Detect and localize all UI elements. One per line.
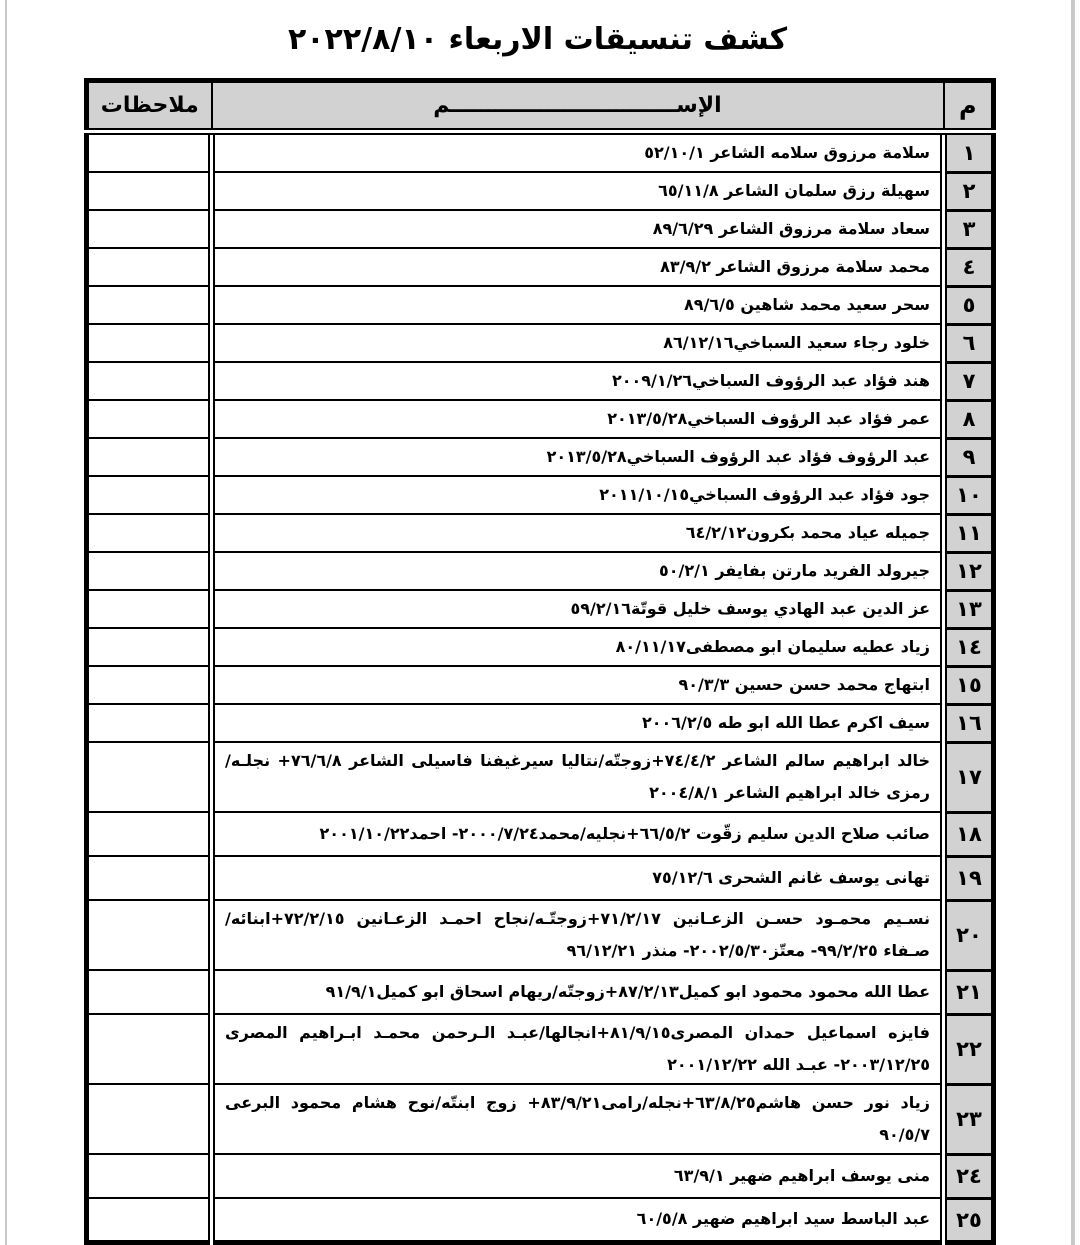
person-name-cell: عز الدين عبد الهادي يوسف خليل قوتّة٥٩/٢/١٦ (212, 590, 944, 628)
table-row (87, 1198, 994, 1242)
table-row (87, 856, 994, 900)
notes-cell (87, 400, 212, 438)
table-row (87, 1084, 994, 1154)
person-name-cell: عبد الباسط سيد ابراهيم ضهير ٦٠/٥/٨ (212, 1198, 944, 1242)
notes-cell (87, 476, 212, 514)
row-number-cell: ٢٠ (944, 900, 994, 970)
table-row (87, 704, 994, 742)
header-name-column: الإســــــــــــــــــــــــــــــم (212, 81, 944, 132)
row-number-cell: ١٣ (944, 590, 994, 628)
table-row (87, 666, 994, 704)
row-number-cell: ٧ (944, 362, 994, 400)
row-number-cell: ١٦ (944, 704, 994, 742)
table-row (87, 400, 994, 438)
notes-cell (87, 900, 212, 970)
table-row (87, 172, 994, 210)
person-name-cell: خلود رجاء سعيد السباخي٨٦/١٢/١٦ (212, 324, 944, 362)
person-name-cell: عمر فؤاد عبد الرؤوف السباخي٢٠١٣/٥/٢٨ (212, 400, 944, 438)
row-number-cell: ٦ (944, 324, 994, 362)
notes-cell (87, 552, 212, 590)
table-row (87, 742, 994, 812)
notes-cell (87, 970, 212, 1014)
person-name-cell: سعاد سلامة مرزوق الشاعر ٨٩/٦/٢٩ (212, 210, 944, 248)
notes-cell (87, 1014, 212, 1084)
header-number-column: م (944, 81, 994, 132)
notes-cell (87, 362, 212, 400)
row-number-cell: ٢٢ (944, 1014, 994, 1084)
person-name-cell: جيرولد الفريد مارتن بفايفر ٥٠/٢/١ (212, 552, 944, 590)
table-row (87, 132, 994, 173)
person-name-cell: سلامة مرزوق سلامه الشاعر ٥٢/١٠/١ (212, 132, 944, 173)
page-title: كشف تنسيقات الاربعاء ٢٠٢٢/٨/١٠ (287, 22, 788, 57)
notes-cell (87, 132, 212, 173)
row-number-cell: ٢٣ (944, 1084, 994, 1154)
person-name-cell: ابتهاج محمد حسن حسين ٩٠/٣/٣ (212, 666, 944, 704)
row-number-cell: ١٤ (944, 628, 994, 666)
notes-cell (87, 248, 212, 286)
person-name-cell: هند فؤاد عبد الرؤوف السباخي٢٠٠٩/١/٢٦ (212, 362, 944, 400)
person-name-cell: جميله عياد محمد بكرون٦٤/٢/١٢ (212, 514, 944, 552)
page-edge-right-line (1071, 0, 1075, 1245)
notes-cell (87, 324, 212, 362)
table-row (87, 1014, 994, 1084)
person-name-cell: محمد سلامة مرزوق الشاعر ٨٣/٩/٢ (212, 248, 944, 286)
row-number-cell: ٢٤ (944, 1154, 994, 1198)
table-row (87, 812, 994, 856)
row-number-cell: ١ (944, 132, 994, 173)
person-name-cell: زياد عطيه سليمان ابو مصطفى٨٠/١١/١٧ (212, 628, 944, 666)
table-row (87, 900, 994, 970)
table-row (87, 590, 994, 628)
person-name-cell: خالد ابراهيم سالم الشاعر ٧٤/٤/٢+زوجتّه/نتاليا سيرغيفنا فاسيلى الشاعر ٧٦/٦/٨+ نجلـه/ رمزى خالد ابراهيم الشاعر ٢٠٠٤/٨/١ (212, 742, 944, 812)
notes-cell (87, 514, 212, 552)
person-name-cell: منى يوسف ابراهيم ضهير ٦٣/٩/١ (212, 1154, 944, 1198)
row-number-cell: ١١ (944, 514, 994, 552)
person-name-cell: عبد الرؤوف فؤاد عبد الرؤوف السباخي٢٠١٣/٥/٢٨ (212, 438, 944, 476)
row-number-cell: ٣ (944, 210, 994, 248)
person-name-cell: سيف اكرم عطا الله ابو طه ٢٠٠٦/٢/٥ (212, 704, 944, 742)
notes-cell (87, 812, 212, 856)
header-notes-column: ملاحظات (87, 81, 212, 132)
notes-cell (87, 742, 212, 812)
table-row (87, 210, 994, 248)
table-row (87, 552, 994, 590)
row-number-cell: ٥ (944, 286, 994, 324)
notes-cell (87, 1198, 212, 1242)
row-number-cell: ١٨ (944, 812, 994, 856)
row-number-cell: ١٩ (944, 856, 994, 900)
table-row (87, 286, 994, 324)
person-name-cell: تهانى يوسف غانم الشحرى ٧٥/١٢/٦ (212, 856, 944, 900)
table-header-row (87, 81, 994, 132)
row-number-cell: ٢ (944, 172, 994, 210)
row-number-cell: ٢٥ (944, 1198, 994, 1242)
person-name-cell: سحر سعيد محمد شاهين ٨٩/٦/٥ (212, 286, 944, 324)
row-number-cell: ١٥ (944, 666, 994, 704)
notes-cell (87, 1084, 212, 1154)
table-row (87, 970, 994, 1014)
notes-cell (87, 666, 212, 704)
notes-cell (87, 172, 212, 210)
coordination-table (84, 78, 996, 1245)
row-number-cell: ٨ (944, 400, 994, 438)
notes-cell (87, 1154, 212, 1198)
table-row (87, 362, 994, 400)
notes-cell (87, 628, 212, 666)
page-edge-left-line (5, 0, 7, 1245)
notes-cell (87, 438, 212, 476)
person-name-cell: عطا الله محمود محمود ابو كميل٨٧/٢/١٣+زوجتّه/ريهام اسحاق ابو كميل٩١/٩/١ (212, 970, 944, 1014)
row-number-cell: ٩ (944, 438, 994, 476)
notes-cell (87, 286, 212, 324)
row-number-cell: ٤ (944, 248, 994, 286)
row-number-cell: ١٠ (944, 476, 994, 514)
person-name-cell: فايزه اسماعيل حمدان المصرى٨١/٩/١٥+انجالها/عبـد الـرحمن محمـد ابـراهيم المصرى ٢٠٠٣/١٢/٢٥- عبـد الله ٢٠٠١/١٢/٢٢ (212, 1014, 944, 1084)
table-row (87, 476, 994, 514)
person-name-cell: نسـيم محمـود حسـن الزعـانين ٧١/٢/١٧+زوجتّـه/نجاح احمـد الزعـانين ٧٢/٢/١٥+ابنائه/صـفاء ٩٩/٢/٢٥- معتّز٢٠٠٢/٥/٣٠- منذر ٩٦/١٢/٢١ (212, 900, 944, 970)
table-row (87, 628, 994, 666)
person-name-cell: جود فؤاد عبد الرؤوف السباخي٢٠١١/١٠/١٥ (212, 476, 944, 514)
person-name-cell: سهيلة رزق سلمان الشاعر ٦٥/١١/٨ (212, 172, 944, 210)
notes-cell (87, 856, 212, 900)
notes-cell (87, 210, 212, 248)
person-name-cell: صائب صلاح الدين سليم زقّوت ٦٦/٥/٢+نجليه/محمد٢٠٠٠/٧/٢٤- احمد٢٠٠١/١٠/٢٢ (212, 812, 944, 856)
notes-cell (87, 704, 212, 742)
row-number-cell: ٢١ (944, 970, 994, 1014)
row-number-cell: ١٢ (944, 552, 994, 590)
table-row (87, 514, 994, 552)
table-row (87, 438, 994, 476)
person-name-cell: زياد نور حسن هاشم٦٣/٨/٢٥+نجله/رامى٨٣/٩/٢١+ زوج ابنتّه/نوح هشام محمود البرعى ٩٠/٥/٧ (212, 1084, 944, 1154)
table-row (87, 324, 994, 362)
table-row (87, 1154, 994, 1198)
table-row (87, 248, 994, 286)
row-number-cell: ١٧ (944, 742, 994, 812)
notes-cell (87, 590, 212, 628)
